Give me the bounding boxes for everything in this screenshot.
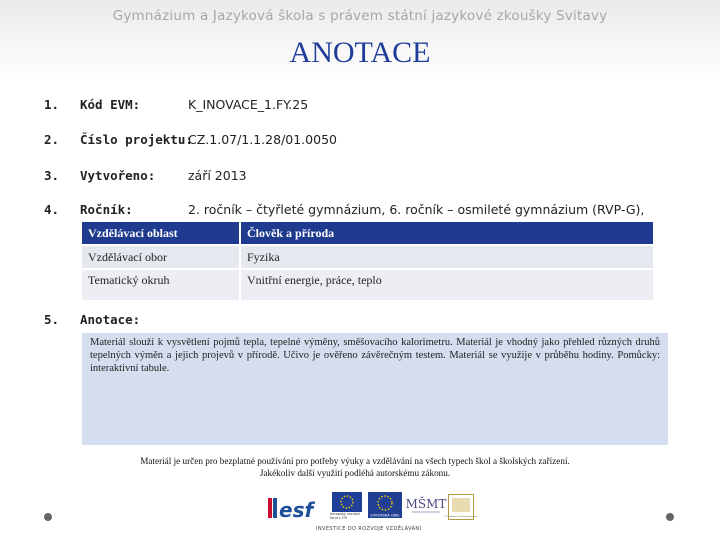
- field-label: Ročník:: [80, 202, 133, 217]
- field-value: září 2013: [188, 168, 247, 183]
- table-cell-value: Vnitřní energie, práce, teplo: [241, 270, 653, 300]
- field-value: K_INOVACE_1.FY.25: [188, 97, 309, 112]
- field-value: 2. ročník – čtyřleté gymnázium, 6. ročník – osmileté gymnázium (RVP-G),: [188, 202, 645, 217]
- bullet-dot-right: [666, 513, 674, 521]
- field-value: CZ.1.07/1.1.28/01.0050: [188, 132, 337, 147]
- bullet-dot-left: [44, 513, 52, 521]
- field-number: 5.: [44, 312, 60, 327]
- table-row: [82, 246, 653, 268]
- table-cell-value: Fyzika: [241, 246, 653, 268]
- usage-note-line1: Materiál je určen pro bezplatné používání pro potřeby výuky a vzdělávání na všech typech škol a školských zařízení.: [140, 456, 570, 466]
- op-logo-icon: [444, 494, 478, 520]
- table-row: [82, 222, 653, 244]
- logos-caption: INVESTICE DO ROZVOJE VZDĚLÁVÁNÍ: [316, 526, 422, 532]
- table-cell-label: Vzdělávací obor: [82, 246, 239, 268]
- sponsor-logos: [268, 490, 478, 536]
- eu-caption: evropský sociální fond v ČR: [330, 512, 361, 520]
- field-number: 4.: [44, 202, 60, 217]
- op-logo-text: OP Vzdělávání pro konkurenceschopnost: [444, 517, 478, 518]
- field-label: Číslo projektu:: [80, 132, 193, 147]
- table-cell-value: Člověk a příroda: [241, 222, 653, 244]
- msmt-logo-icon: [405, 490, 447, 520]
- field-number: 3.: [44, 168, 60, 183]
- table-row: [82, 270, 653, 300]
- school-name: Gymnázium a Jazyková škola s právem státní jazykové zkoušky Svitavy: [112, 8, 608, 24]
- table-cell-label: Tematický okruh: [82, 270, 239, 300]
- subject-table: [80, 220, 655, 302]
- eu-union-icon: [368, 492, 402, 518]
- eu-flag-icon: [332, 492, 362, 512]
- field-number: 2.: [44, 132, 60, 147]
- field-label: Kód EVM:: [80, 97, 141, 112]
- table-cell-label: Vzdělávací oblast: [82, 222, 239, 244]
- esf-logo-icon: [268, 492, 328, 524]
- field-label: Anotace:: [80, 312, 141, 327]
- esf-logo-text: esf: [279, 498, 314, 522]
- msmt-logo-text: MŠMT: [405, 497, 447, 511]
- usage-note-line2: Jakékoliv další využití podléhá autorskému zákonu.: [259, 468, 451, 478]
- field-number: 1.: [44, 97, 60, 112]
- annotation-text: Materiál slouží k vysvětlení pojmů tepla, tepelné výměny, směšovacího kalorimetru. Materiál je vhodný jako přehled různých druhů tepelných výměn a jejich projevů v přírodě. Učivo je ověřeno závěrečným testem. Materiál se využije v průběhu hodiny. Pomůcky: interaktivní tabule.: [82, 333, 668, 445]
- eu-union-caption: EVROPSKÁ UNIE: [370, 513, 400, 518]
- page-title: ANOTACE: [289, 36, 431, 69]
- field-label: Vytvořeno:: [80, 168, 156, 183]
- usage-note: [90, 455, 620, 479]
